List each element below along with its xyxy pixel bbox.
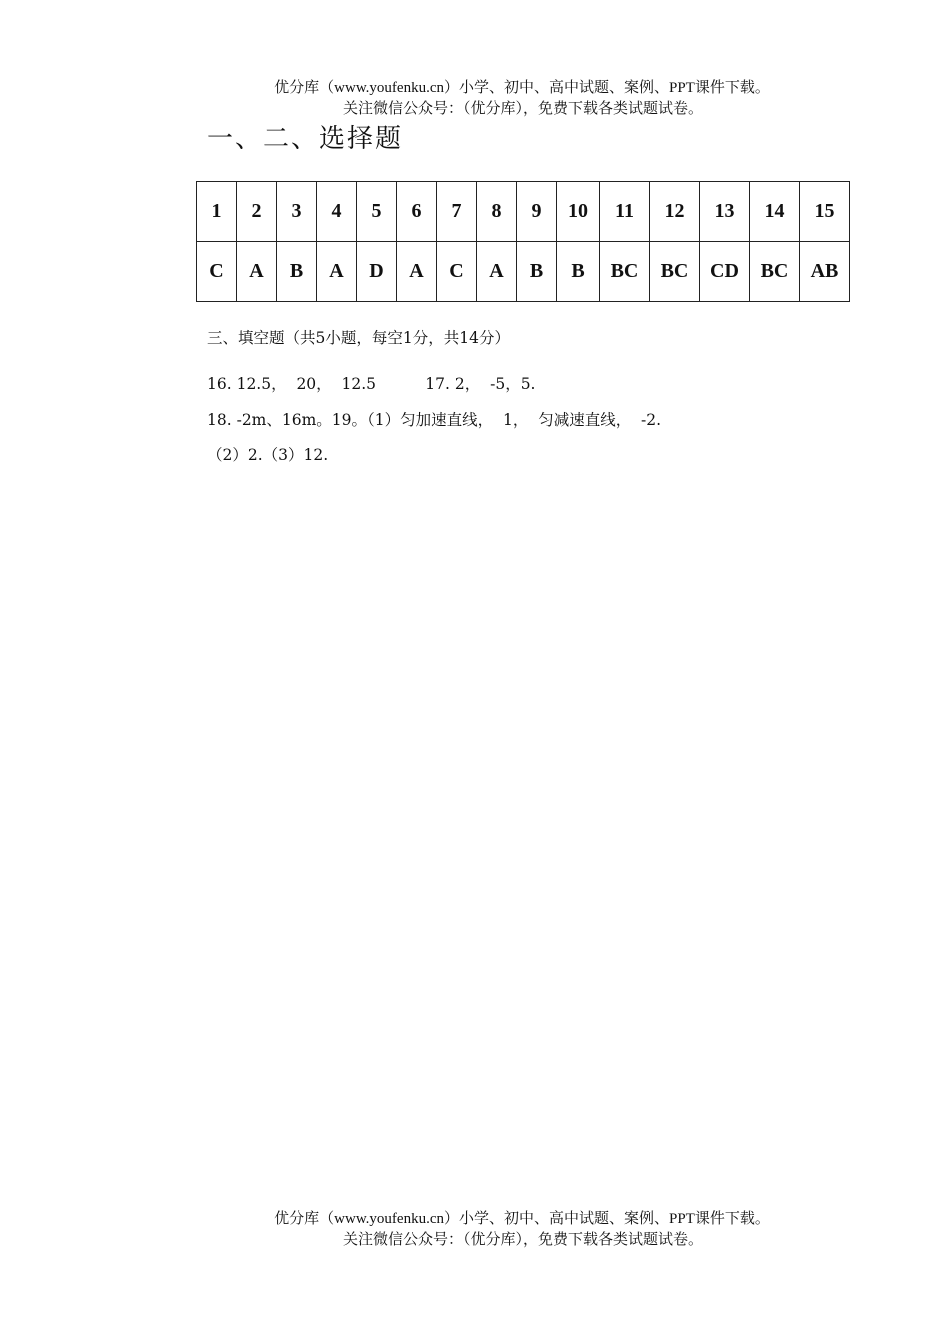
answer-line-16-17: 16. 12.5， 20， 12.5 17. 2， -5，5. bbox=[207, 375, 536, 393]
table-cell: 10 bbox=[557, 182, 600, 242]
question-number-row bbox=[197, 182, 850, 242]
table-cell: 12 bbox=[650, 182, 700, 242]
table-cell: A bbox=[477, 242, 517, 302]
table-cell: 2 bbox=[237, 182, 277, 242]
page-footer bbox=[0, 1209, 950, 1251]
table-cell: D bbox=[357, 242, 397, 302]
table-cell: A bbox=[397, 242, 437, 302]
table-cell: B bbox=[517, 242, 557, 302]
header-line-1: 优分库（www.youfenku.cn）小学、初中、高中试题、案例、PPT课件下载。 bbox=[274, 80, 770, 96]
table-cell: 11 bbox=[600, 182, 650, 242]
table-cell: B bbox=[277, 242, 317, 302]
table-cell: 6 bbox=[397, 182, 437, 242]
section-1-title: 一、二、选择题 bbox=[207, 124, 404, 154]
table-cell: 14 bbox=[750, 182, 800, 242]
table-cell: 1 bbox=[197, 182, 237, 242]
table-cell: C bbox=[437, 242, 477, 302]
table-cell: C bbox=[197, 242, 237, 302]
answer-row bbox=[197, 242, 850, 302]
answer-table bbox=[196, 181, 850, 302]
table-cell: A bbox=[317, 242, 357, 302]
table-cell: 4 bbox=[317, 182, 357, 242]
header-line-2: 关注微信公众号：（优分库），免费下载各类试题试卷。 bbox=[342, 101, 703, 117]
table-cell: 3 bbox=[277, 182, 317, 242]
table-cell: 5 bbox=[357, 182, 397, 242]
table-cell: AB bbox=[800, 242, 850, 302]
table-cell: 13 bbox=[700, 182, 750, 242]
table-cell: BC bbox=[750, 242, 800, 302]
table-cell: 8 bbox=[477, 182, 517, 242]
table-cell: B bbox=[557, 242, 600, 302]
table-cell: BC bbox=[650, 242, 700, 302]
table-cell: 15 bbox=[800, 182, 850, 242]
table-cell: CD bbox=[700, 242, 750, 302]
table-cell: BC bbox=[600, 242, 650, 302]
page-header bbox=[0, 78, 950, 120]
section-3-title: 三、填空题（共5小题，每空1分，共14分） bbox=[207, 329, 510, 347]
table-cell: A bbox=[237, 242, 277, 302]
footer-line-2: 关注微信公众号：（优分库），免费下载各类试题试卷。 bbox=[342, 1232, 703, 1248]
answer-line-18-19: 18. -2m、16m。19。（1）匀加速直线， 1， 匀减速直线， -2. bbox=[207, 411, 662, 429]
answer-line-19-continued: （2）2.（3）12. bbox=[207, 446, 329, 464]
footer-line-1: 优分库（www.youfenku.cn）小学、初中、高中试题、案例、PPT课件下载。 bbox=[274, 1211, 770, 1227]
table-cell: 9 bbox=[517, 182, 557, 242]
table-cell: 7 bbox=[437, 182, 477, 242]
